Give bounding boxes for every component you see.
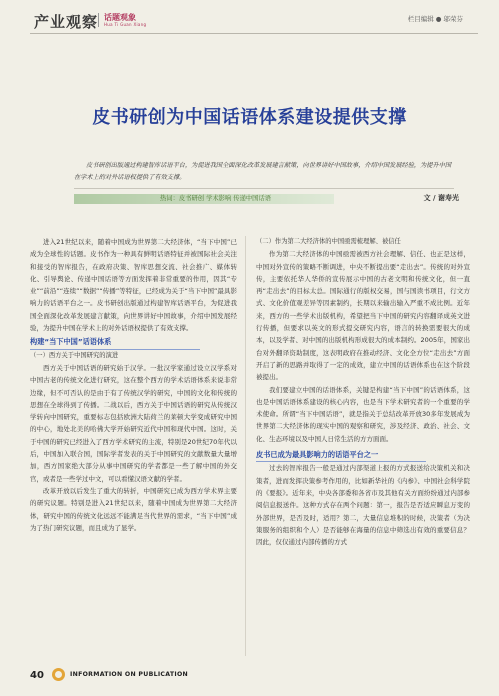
subheading-2: （二）作为第二大经济体的中国亟需梳理解、被信任 xyxy=(256,238,401,245)
body-paragraph: 过去的智库报告一般是通过内部渠道上报的方式报送给决策机关和决策者，进而发挥决策参考作用的，比如新华社的《内参》、中国社会科学院的《要报》。近年来，中央各部委和各省市及其他有关方面纷纷通过内部参阅信息报送件。这种方式存在两个问题：第一，报告是否适应瞬息万变的外部世界，是否及时，适用？第二，大量信息堆积的时候，决策者（为决策服务的组织和个人）是否能够在海量的信息中筛选出有效的重要信息？因此，仅仅通过内部传播的方式 xyxy=(256,464,470,547)
section-heading-1: 构建“当下中国”话语体系 xyxy=(30,337,112,347)
page-header xyxy=(0,0,499,36)
intro-paragraph: 进入21世纪以来，随着中国成为世界第二大经济体，“当下中国”已成为全球性的话题。皮书作为一种具有鲜明话语特征并被国际社会关注和接受的智库报告，在政府决策、智库思想交流、社会推广、媒体转化、引导舆论、传递中国话语等方面发挥着非常重要的作用，因其“专业”“前沿”“连续”“数据”“传播”等特征，已经成为关于“当下中国”最具影响力的话语平台之一。皮书研创出版通过构建智库话语平台，为促进我国全面深化改革发展建言献策，向世界讲好中国故事，介绍中国发展经验，为提升中国在学术上的对外话语权提供了有效支撑。 xyxy=(30,238,237,333)
publication-name: INFORMATION ON PUBLICATION xyxy=(70,671,189,678)
keywords: 热词：皮书研创 学术影响 传递中国话语 xyxy=(160,195,272,202)
publication-logo-icon xyxy=(52,668,65,681)
author-byline: 文 / 谢寿光 xyxy=(423,194,459,202)
column-name-en: Hua Ti Guan Xiang xyxy=(104,22,147,27)
body-paragraph: 西方关于中国话语的研究始于汉学。一批汉学家通过设立汉学系对中国古老的传统文化进行研究，这在整个西方的学术话语体系来说非常边缘，但不可否认的是由于有了传统汉学的研究，中国的文化和传统的思想在全球得到了传播。二战以后，西方关于中国话语的研究从传统汉学转向中国研究，重要标志包括欧洲大陆荷兰的莱顿大学变成研究中国的中心，地处北美的哈佛大学开始研究近代中国和现代中国。这时，关于中国的研究已经进入了西方学术研究的主流，特别是20世纪70年代以后，中国加入联合国，国际学者发表的关于中国研究的文献数量大量增加，西方国家绝大部分从事中国研究的学者都是一些了解中国的外交官，或者是一些学过中文，可以看懂汉语文献的学者。 xyxy=(30,363,237,483)
right-column xyxy=(256,236,470,548)
page-number: 40 xyxy=(30,670,44,681)
header-rule xyxy=(30,33,478,34)
article-abstract: 皮书研创出版通过构建智库话语平台，为促进我国全面深化改革发展建言献策，向世界讲好中国故事，介绍中国发展经验，为提升中国在学术上的对外话语权提供了有效支撑。 xyxy=(74,162,452,181)
article-title: 皮书研创为中国话语体系建设提供支撑 xyxy=(92,107,407,128)
left-column xyxy=(30,236,237,534)
header-divider xyxy=(98,13,99,27)
body-paragraph: 作为第二大经济体的中国亟需被西方社会理解、信任、也正是这样，中国对外宣传的策略不断调进，中央不断提出要“走出去”。传统的对外宣传，主要依托华人华侨的宣传展示中国的古老文明和传统文化，但一直再“走出去”的目标太总。国际通行的版权交易，国与国读书项目，行文方式、文化价值观差异等因素制约，长期以来输出输入严重不成比例。近年来，西方的一些学术出版机构，希望把当下中国的研究内容翻译成英文进行传播，但要求以英文的形式提交研究内容，语言的转换需要很大的成本，以及学者、对中国的出版机构形成很大的成本制约。2005年，国家出台对外翻译资助制度，这表明政府在推动经济、文化全方位“走出去”方面开启了新的思路并取得了一定的成效，建立中国的话语体系也在这个阶段被提出。 xyxy=(256,250,470,382)
body-paragraph: 改革开放以后发生了重大的转折，中国研究已成为西方学术界主要的研究议题。特别是进入21世纪以来，随着中国成为世界第二大经济体，研究中国的传统文化远远不能满足当代世界的需求，“当下中国”成为了热门研究议题，而且成为了显学。 xyxy=(30,486,237,532)
column-divider xyxy=(245,236,246,656)
subheading-1: （一）西方关于中国研究的演进 xyxy=(30,351,119,359)
section-heading-2: 皮书已成为最具影响力的话语平台之一 xyxy=(256,450,379,460)
column-name: 话题观象 xyxy=(104,13,136,22)
section-name: 产业观察 xyxy=(34,13,99,31)
editor-credit: 栏目编辑 ● 邬荣芬 xyxy=(407,15,463,23)
body-paragraph: 我们要建立中国的话语体系，关键是构建“当下中国”的话语体系，这也是中国话语体系建设的核心内容，也是当下学术研究者的一个重要的学术使命。所谓“当下中国话语”，就是指关于总结改革开放30多年发展成为世界第二大经济体的现实中国的观察和研究，涉及经济、政治、社会、文化、生态环境以及中国人日常生活的方方面面。 xyxy=(256,385,470,443)
abstract-rule xyxy=(74,188,454,189)
